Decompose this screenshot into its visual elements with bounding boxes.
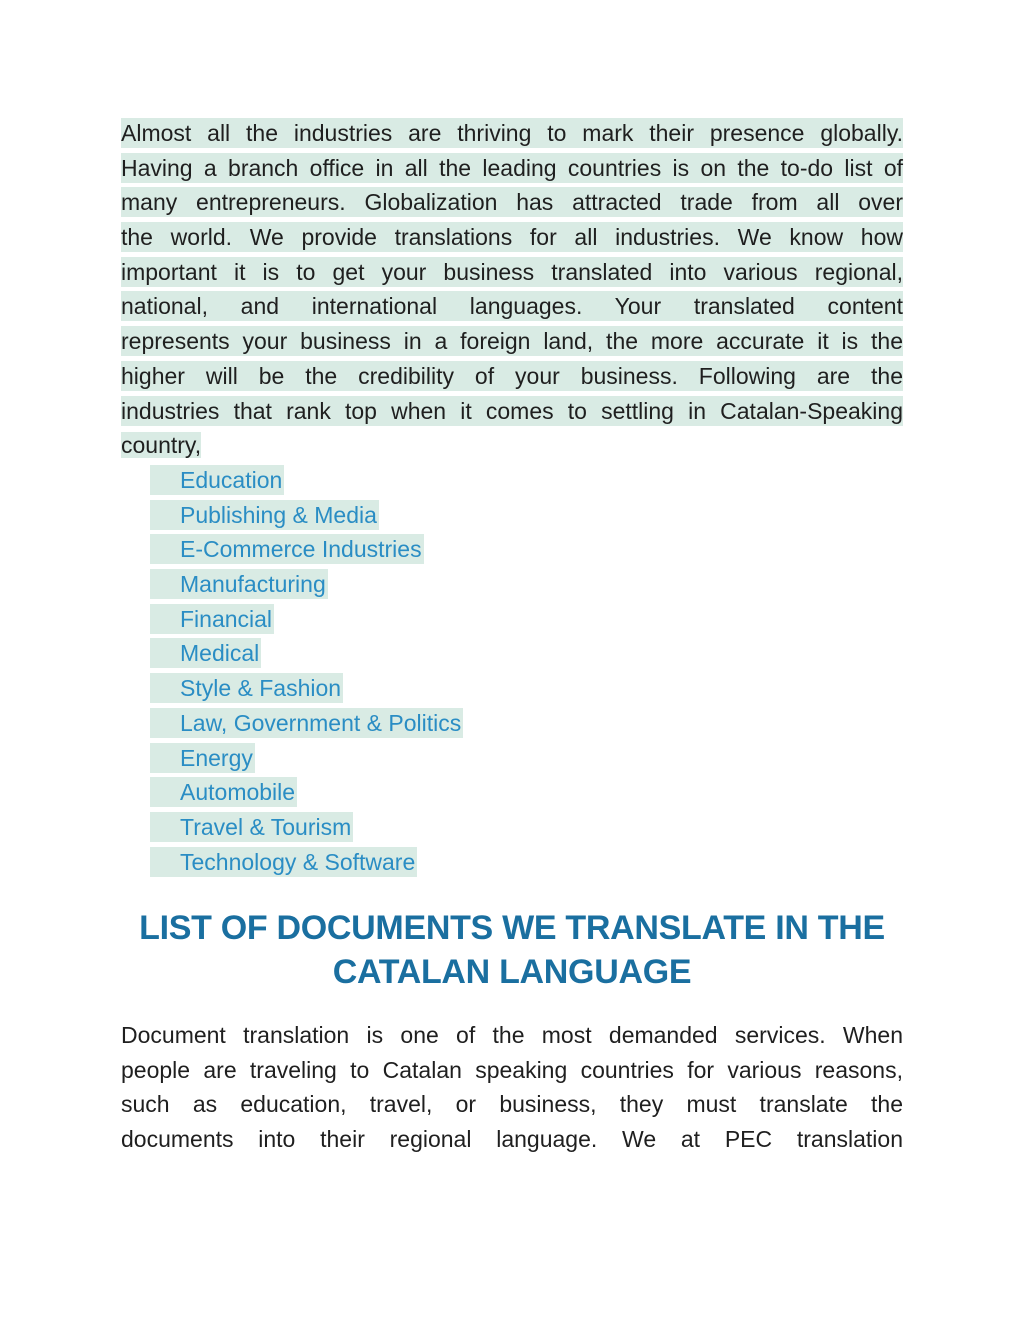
documents-paragraph bbox=[121, 1020, 903, 1159]
industries-list bbox=[150, 465, 463, 881]
list-item[interactable] bbox=[150, 673, 463, 703]
list-item[interactable] bbox=[150, 847, 463, 877]
doc-line: people are traveling to Catalan speaking countries for various reasons, bbox=[121, 1056, 903, 1083]
industry-link-style-fashion[interactable]: Style & Fashion bbox=[150, 673, 343, 703]
list-item[interactable] bbox=[150, 500, 463, 530]
intro-line: important it is to get your business translated into various regional, bbox=[121, 258, 903, 285]
intro-line: Almost all the industries are thriving to mark their presence globally. bbox=[121, 120, 903, 146]
list-item[interactable] bbox=[150, 569, 463, 599]
section-heading-line2: CATALAN LANGUAGE bbox=[332, 953, 692, 991]
list-item[interactable] bbox=[150, 777, 463, 807]
list-item[interactable] bbox=[150, 465, 463, 495]
list-item[interactable] bbox=[150, 534, 463, 564]
intro-line: higher will be the credibility of your business. Following are the bbox=[121, 362, 903, 389]
intro-line: represents your business in a foreign land, the more accurate it is the bbox=[121, 328, 903, 355]
industry-link-financial[interactable]: Financial bbox=[150, 604, 274, 634]
intro-line: industries that rank top when it comes to settling in Catalan-Speaking bbox=[121, 397, 903, 424]
section-heading-line1: LIST OF DOCUMENTS WE TRANSLATE IN THE bbox=[139, 909, 885, 947]
intro-line: national, and international languages. Your translated content bbox=[121, 293, 903, 320]
intro-line: many entrepreneurs. Globalization has attracted trade from all over bbox=[121, 189, 903, 216]
section-heading bbox=[112, 906, 912, 994]
list-item[interactable] bbox=[150, 743, 463, 773]
intro-line bbox=[121, 430, 903, 460]
industry-link-technology-software[interactable]: Technology & Software bbox=[150, 847, 417, 877]
industry-link-automobile[interactable]: Automobile bbox=[150, 777, 297, 807]
intro-line-last: country, bbox=[121, 432, 202, 459]
list-item[interactable] bbox=[150, 812, 463, 842]
industry-link-law-government[interactable]: Law, Government & Politics bbox=[150, 708, 463, 738]
doc-line: such as education, travel, or business, they must translate the bbox=[121, 1091, 903, 1118]
list-item[interactable] bbox=[150, 708, 463, 738]
industry-link-manufacturing[interactable]: Manufacturing bbox=[150, 569, 328, 599]
industry-link-education[interactable]: Education bbox=[150, 465, 284, 495]
intro-line: Having a branch office in all the leading countries is on the to-do list of bbox=[121, 154, 903, 181]
intro-line: the world. We provide translations for all industries. We know how bbox=[121, 224, 903, 251]
industry-link-travel-tourism[interactable]: Travel & Tourism bbox=[150, 812, 353, 842]
list-item[interactable] bbox=[150, 638, 463, 668]
intro-paragraph bbox=[121, 118, 903, 465]
industry-link-ecommerce[interactable]: E-Commerce Industries bbox=[150, 534, 424, 564]
list-item[interactable] bbox=[150, 604, 463, 634]
industry-link-energy[interactable]: Energy bbox=[150, 743, 255, 773]
doc-line: documents into their regional language. We at PEC translation bbox=[121, 1126, 903, 1153]
industry-link-medical[interactable]: Medical bbox=[150, 638, 261, 668]
industry-link-publishing-media[interactable]: Publishing & Media bbox=[150, 500, 379, 530]
doc-line: Document translation is one of the most demanded services. When bbox=[121, 1022, 903, 1048]
